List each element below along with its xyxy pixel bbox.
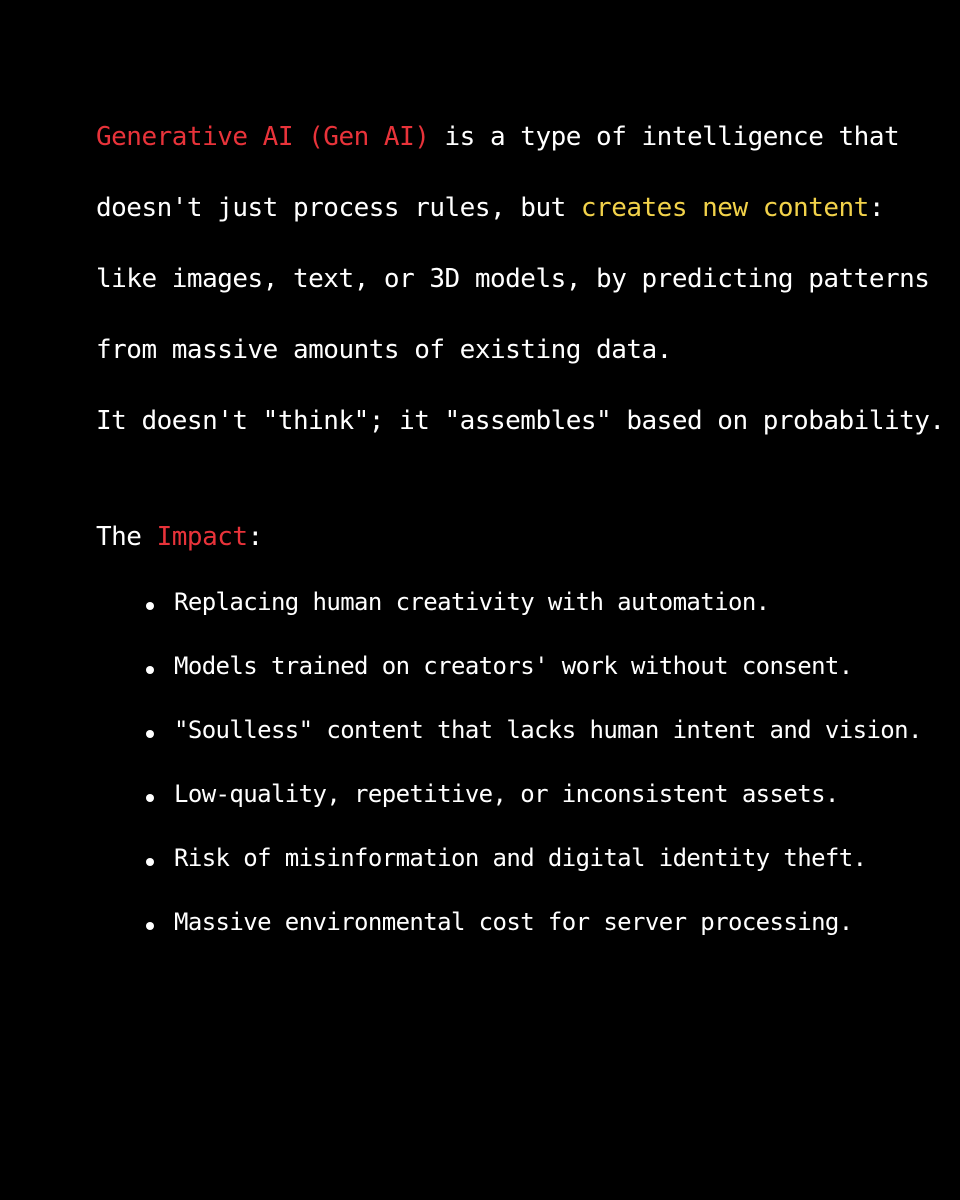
- list-item: [146, 838, 926, 902]
- list-item-text: Risk of misinformation and digital identity theft.: [174, 844, 867, 872]
- list-item: [146, 646, 926, 710]
- impact-list: [146, 582, 926, 966]
- bullet-icon: [146, 730, 154, 738]
- creates-new-content-highlight: creates new content: [580, 193, 869, 223]
- intro-line-4: from massive amounts of existing data.: [96, 335, 672, 365]
- list-item-text: Replacing human creativity with automation.: [174, 588, 770, 616]
- list-item: [146, 710, 926, 774]
- list-item: [146, 774, 926, 838]
- gen-ai-highlight: Generative AI (Gen AI): [96, 122, 430, 152]
- bullet-icon: [146, 922, 154, 930]
- list-item-text: "Soulless" content that lacks human intent and vision.: [174, 716, 922, 744]
- list-item-text: Models trained on creators' work without consent.: [174, 652, 853, 680]
- intro-line-5: It doesn't "think"; it "assembles" based on probability.: [96, 406, 945, 436]
- list-item-text: Massive environmental cost for server processing.: [174, 908, 853, 936]
- impact-heading-prefix: The: [96, 522, 157, 552]
- bullet-icon: [146, 858, 154, 866]
- list-item: [146, 902, 926, 966]
- bullet-icon: [146, 794, 154, 802]
- intro-line-1: [96, 102, 900, 173]
- bullet-icon: [146, 602, 154, 610]
- intro-line-3: like images, text, or 3D models, by predicting patterns: [96, 264, 930, 294]
- impact-heading-suffix: :: [247, 522, 263, 552]
- intro-paragraph: [96, 102, 945, 457]
- intro-line-1-text: is a type of intelligence that: [429, 122, 900, 152]
- impact-heading: [96, 518, 263, 556]
- intro-line-2-before: doesn't just process rules, but: [96, 193, 581, 223]
- list-item: [146, 582, 926, 646]
- intro-line-2-after: :: [868, 193, 884, 223]
- impact-highlight: Impact: [156, 522, 248, 552]
- list-item-text: Low-quality, repetitive, or inconsistent assets.: [174, 780, 839, 808]
- intro-line-2: [96, 173, 896, 244]
- bullet-icon: [146, 666, 154, 674]
